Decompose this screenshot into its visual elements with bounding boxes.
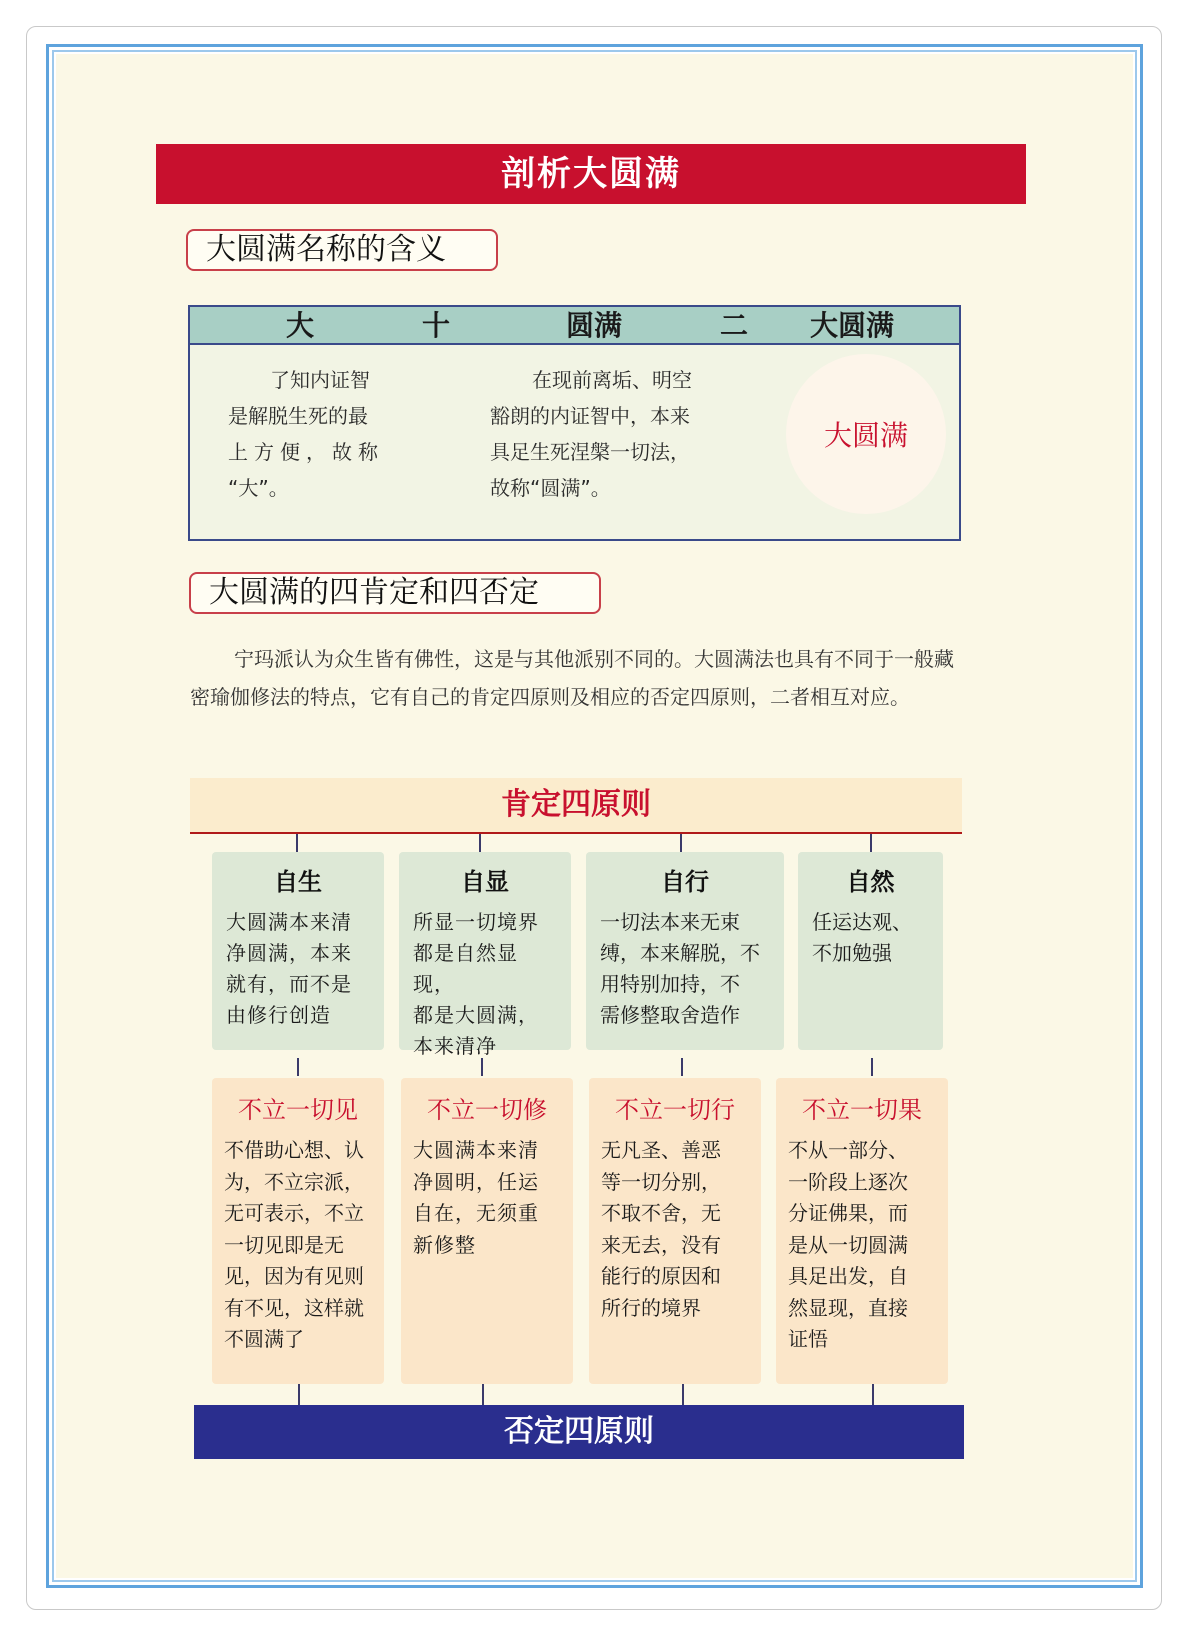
result-circle-label: 大圆满 — [823, 419, 908, 452]
meaning-col-2-line: 故称“圆满”。 — [490, 476, 611, 500]
card-line: 是从一切圆满 — [788, 1232, 908, 1257]
card-line: 不借助心想、认 — [224, 1138, 364, 1162]
equation-term-2: 圆满 — [566, 309, 623, 342]
card-line: 为，不立宗派， — [224, 1169, 364, 1194]
card-line: 不取不舍，无 — [601, 1201, 721, 1225]
negative-card — [212, 1078, 384, 1384]
card-line: 任运达观、 — [812, 910, 912, 934]
card-line: 由修行创造 — [226, 1003, 331, 1027]
positive-principles-heading: 肯定四原则 — [190, 778, 962, 832]
card-line: 大圆满本来清 — [413, 1138, 539, 1162]
card-line: 能行的原因和 — [601, 1264, 721, 1288]
card-line: 所显一切境界 — [413, 910, 539, 934]
connector-line — [870, 834, 872, 852]
card-line: 需修整取舍造作 — [600, 1003, 740, 1027]
card-line: 都是大圆满， — [413, 1003, 539, 1027]
connector-line — [871, 1058, 873, 1076]
positive-card-title: 自显 — [461, 868, 509, 896]
positive-card-title: 自然 — [846, 868, 895, 896]
connector-line — [298, 1384, 300, 1406]
connector-line — [479, 834, 481, 852]
equation-plus: 十 — [422, 309, 451, 342]
negative-card-title: 不立一切果 — [802, 1096, 922, 1124]
card-line: 大圆满本来清 — [226, 910, 352, 934]
card-line: 都是自然显现， — [413, 941, 518, 996]
card-line: 见，因为有见则 — [224, 1264, 364, 1288]
negative-card-title: 不立一切见 — [238, 1096, 358, 1124]
meaning-col-1-line: 了知内证智 — [270, 368, 370, 392]
card-line: 新修整 — [413, 1232, 476, 1257]
intro-paragraph — [190, 640, 970, 716]
equation-result: 大圆满 — [810, 309, 895, 342]
meaning-col-1-line: “大”。 — [228, 476, 289, 500]
card-line: 具足出发，自 — [788, 1264, 908, 1288]
card-line: 净圆满，本来 — [226, 941, 352, 965]
meaning-col-1-line: 上方便，故称 — [228, 440, 384, 464]
card-line: 不圆满了 — [224, 1327, 304, 1351]
negative-card-body — [788, 1135, 936, 1356]
card-line: 一切见即是无 — [224, 1232, 344, 1257]
connector-line — [680, 834, 682, 852]
negative-card-body — [224, 1135, 372, 1356]
positive-card — [399, 852, 571, 1058]
negative-card — [776, 1078, 948, 1384]
card-line: 来无去，没有 — [601, 1232, 721, 1257]
card-line: 本来清净 — [413, 1034, 497, 1058]
meaning-col-2-line: 在现前离垢、明空 — [532, 368, 692, 392]
meaning-col-2-line: 具足生死涅槃一切法， — [490, 440, 690, 464]
connector-line — [872, 1384, 874, 1406]
negative-card — [401, 1078, 573, 1384]
intro-text: 宁玛派认为众生皆有佛性，这是与其他派别不同的。大圆满法也具有不同于一般藏密瑜伽修法的特点，它有自己的肯定四原则及相应的否定四原则，二者相互对应。 — [190, 647, 954, 709]
card-line: 缚，本来解脱，不 — [600, 941, 760, 965]
card-line: 一切法本来无束 — [600, 910, 740, 934]
card-line: 有不见，这样就 — [224, 1295, 364, 1320]
positive-card — [586, 852, 784, 1050]
card-line: 无凡圣、善恶 — [601, 1138, 721, 1162]
negative-card — [589, 1078, 761, 1384]
card-line: 不加勉强 — [812, 941, 892, 965]
meaning-col-1 — [228, 362, 384, 506]
positive-card-title: 自生 — [274, 868, 322, 896]
section-heading-meaning: 大圆满名称的含义 — [186, 229, 498, 271]
connector-line — [682, 1384, 684, 1406]
card-line: 证悟 — [788, 1327, 828, 1351]
meaning-col-1-line: 是解脱生死的最 — [228, 404, 368, 428]
connector-line — [681, 1058, 683, 1076]
card-line: 自在，无须重 — [413, 1201, 539, 1225]
negative-principles-heading: 否定四原则 — [194, 1405, 964, 1459]
positive-card — [212, 852, 384, 1050]
section-heading-four-principles: 大圆满的四肯定和四否定 — [189, 572, 601, 614]
card-line: 无可表示，不立 — [224, 1201, 364, 1225]
card-line: 然显现，直接 — [788, 1295, 908, 1320]
negative-card-body — [601, 1135, 749, 1324]
card-line: 用特别加持，不 — [600, 972, 740, 996]
equation-term-1: 大 — [286, 309, 315, 342]
card-line: 分证佛果，而 — [788, 1201, 908, 1225]
negative-card-title: 不立一切行 — [615, 1096, 735, 1124]
positive-card-body — [600, 907, 770, 1031]
positive-heading-rule — [190, 832, 962, 834]
connector-line — [296, 834, 298, 852]
positive-card-body — [812, 907, 929, 969]
card-line: 等一切分别， — [601, 1169, 721, 1194]
connector-line — [297, 1058, 299, 1076]
negative-card-title: 不立一切修 — [427, 1096, 547, 1124]
card-line: 所行的境界 — [601, 1295, 701, 1320]
meaning-col-2-line: 豁朗的内证智中，本来 — [490, 404, 690, 428]
positive-card-body — [226, 907, 370, 1031]
card-line: 一阶段上逐次 — [788, 1169, 908, 1194]
positive-card-body — [413, 907, 557, 1062]
positive-card-title: 自行 — [661, 868, 709, 896]
card-line: 净圆明，任运 — [413, 1169, 539, 1194]
equation-equals: 二 — [720, 309, 749, 342]
negative-card-body — [413, 1135, 561, 1261]
card-line: 不从一部分、 — [788, 1138, 908, 1162]
meaning-col-2 — [490, 362, 692, 506]
card-line: 就有，而不是 — [226, 972, 352, 996]
equation-bar — [190, 307, 959, 345]
positive-card — [798, 852, 943, 1050]
page-title: 剖析大圆满 — [156, 144, 1026, 204]
connector-line — [482, 1384, 484, 1406]
